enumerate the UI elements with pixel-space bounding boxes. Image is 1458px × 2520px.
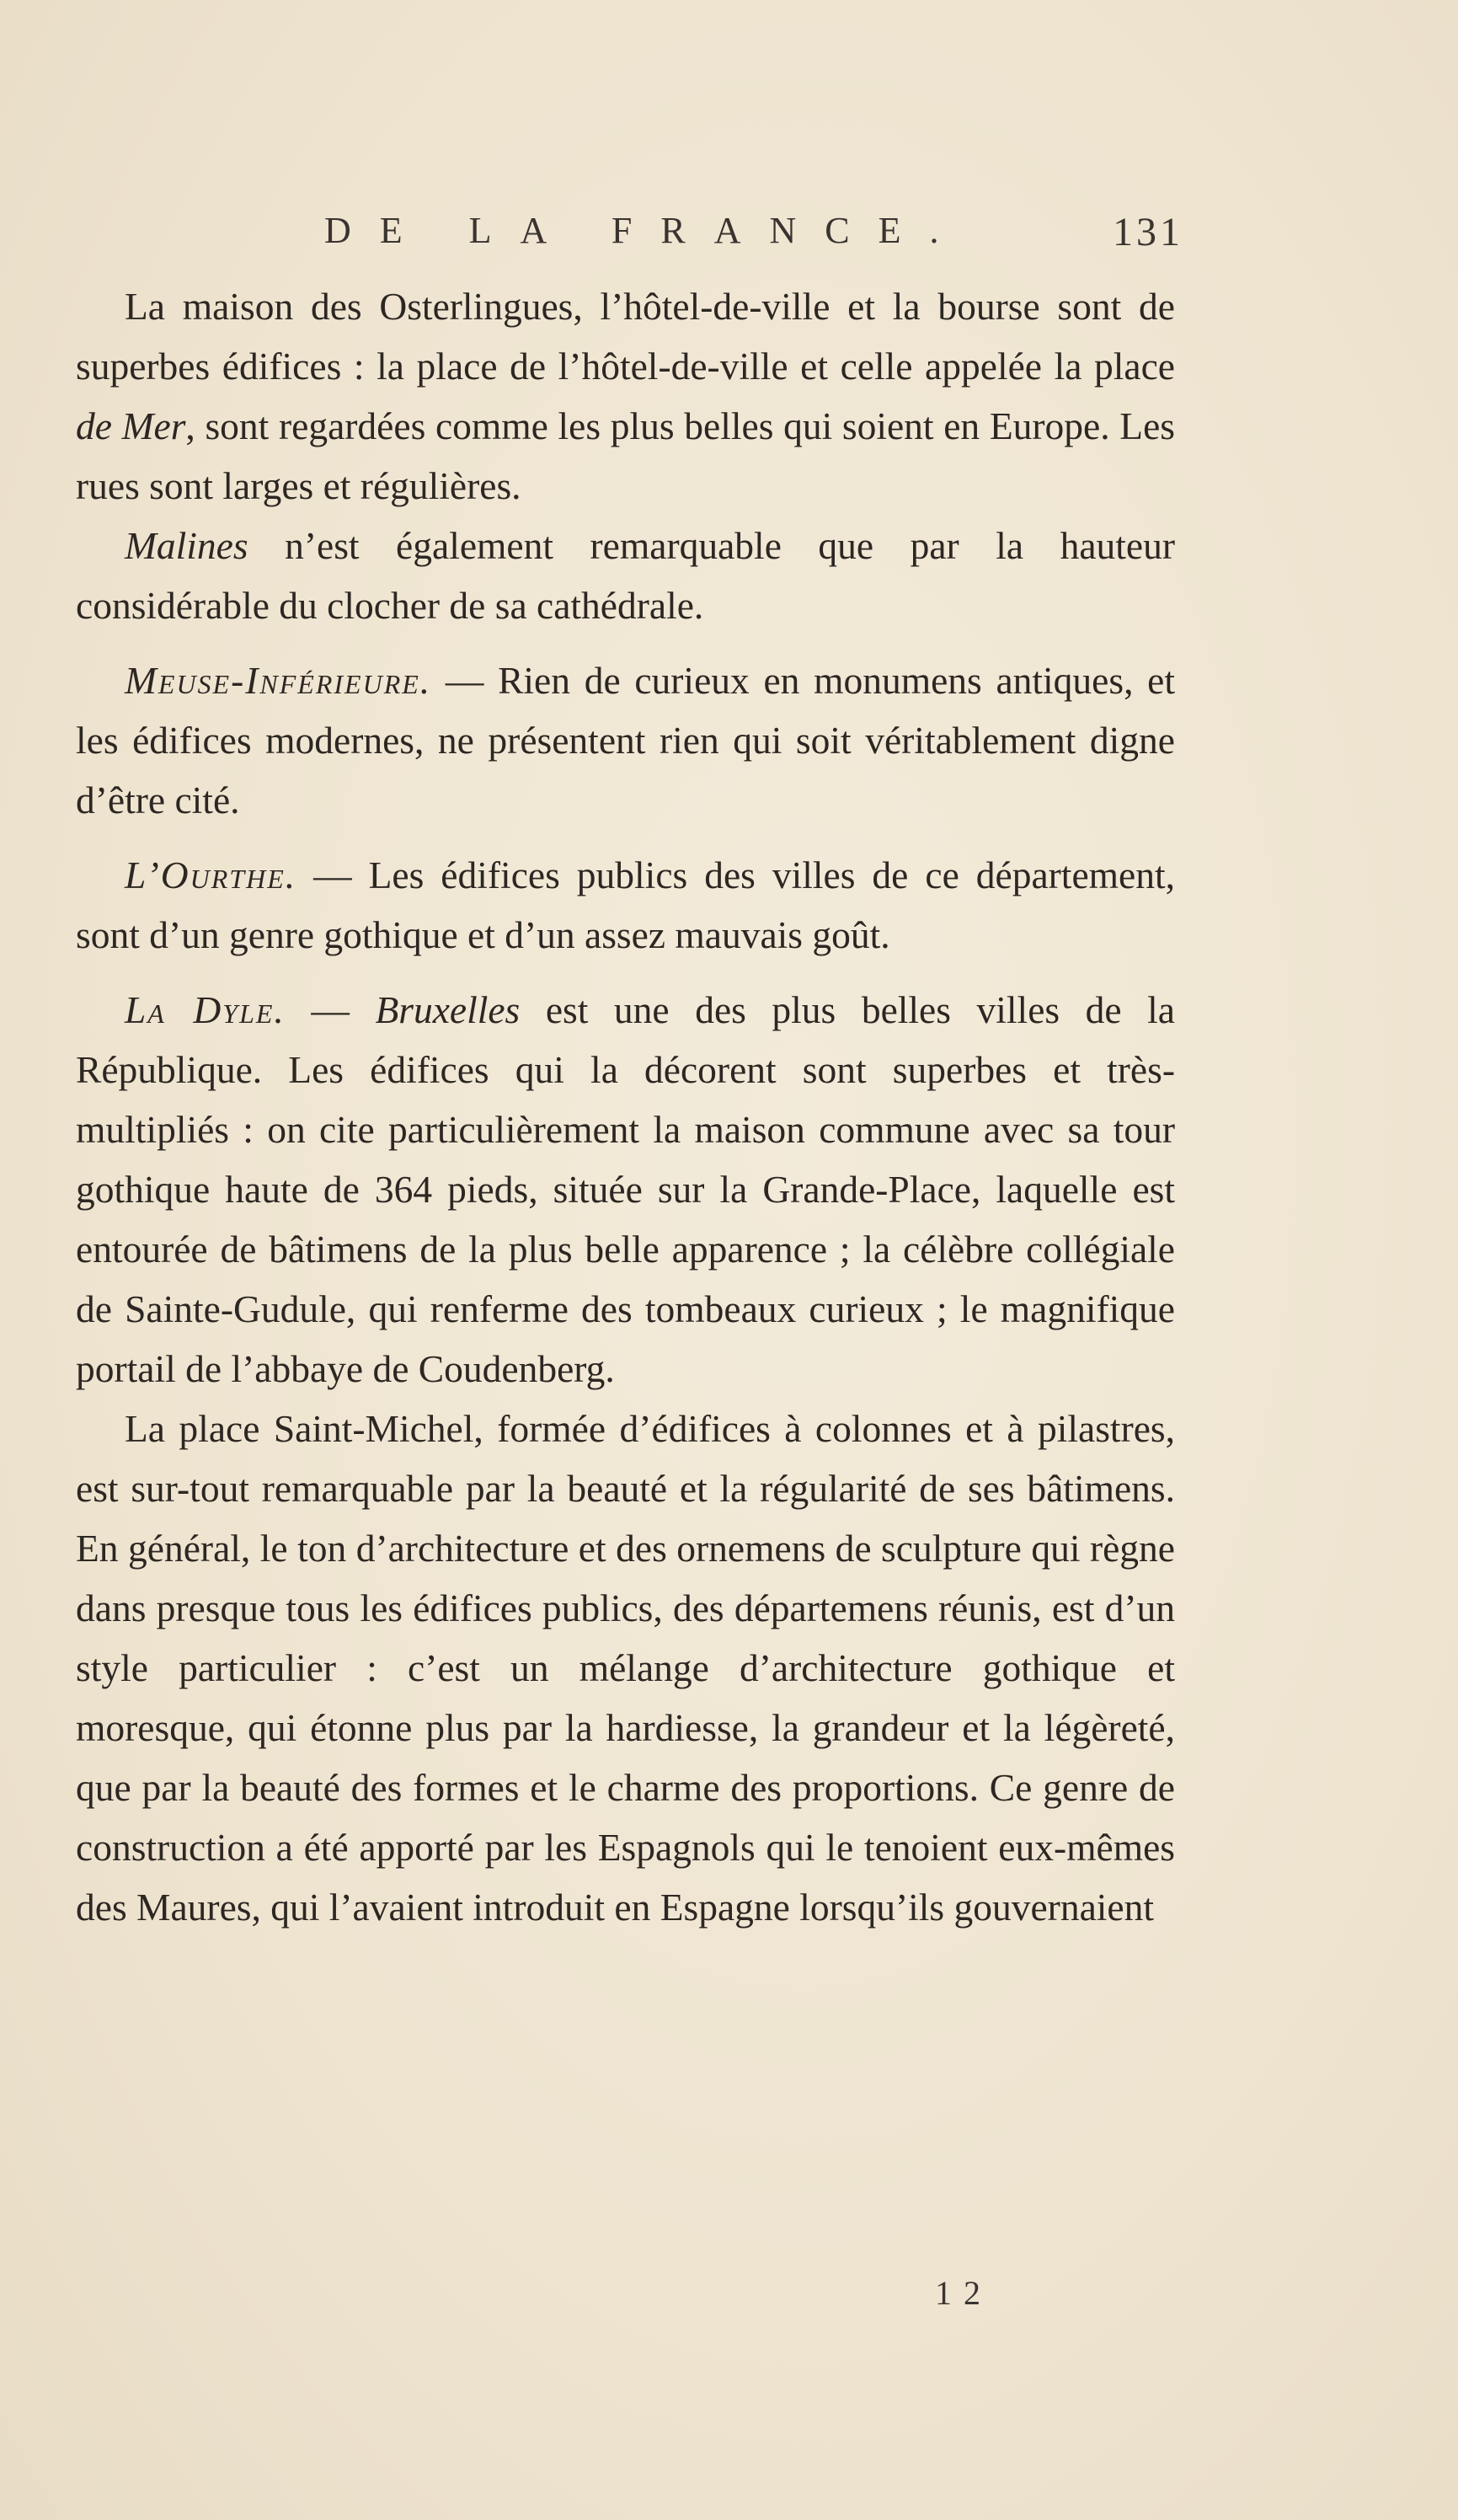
department-heading: La Dyle.	[125, 988, 286, 1031]
department-heading: L’Ourthe.	[125, 853, 297, 896]
running-head: DE LA FRANCE.	[324, 210, 968, 251]
text-span: —	[285, 988, 376, 1031]
page-number: 131	[1113, 210, 1183, 254]
text-span: — Les édifices publics des villes de ce département, sont d’un genre gothique et d’un assez mauvais goût.	[76, 853, 1175, 956]
paragraph-place-saint-michel	[76, 1399, 1175, 1937]
text-span: — Rien de curieux en monumens antiques, et les édifices modernes, ne présentent rien qui soit véritablement digne d’être cité.	[76, 659, 1175, 821]
paragraph-meuse-inferieure	[76, 650, 1175, 830]
italic-span: Bruxelles	[375, 988, 521, 1031]
paragraph-ourthe	[76, 845, 1175, 965]
paragraph-dyle	[76, 980, 1175, 1399]
text-span: La place Saint-Michel, formée d’édifices à colonnes et à pilastres, est sur-tout remarquable par la beauté et la régularité de ses bâtimens. En général, le ton d’architecture et des ornemens de sculpture qui règne dans presque tous les édifices publics, des départemens réunis, est d’un style particulier : c’est un mélange d’architecture gothique et moresque, qui étonne plus par la hardiesse, la grandeur et la légèreté, que par la beauté des formes et le charme des proportions. Ce genre de construction a été apporté par les Espagnols qui le tenoient eux-mêmes des Maures, qui l’avaient introduit en Espagne lorsqu’ils gouvernaient	[76, 1407, 1175, 1929]
text-span: est une des plus belles villes de la République. Les édifices qui la décorent sont superbes et très-multipliés : on cite particulièrement la maison commune avec sa tour gothique haute de 364 pieds, située sur la Grande-Place, laquelle est entourée de bâtimens de la plus belle apparence ; la célèbre collégiale de Sainte-Gudule, qui renferme des tombeaux curieux ; le magnifique portail de l’abbaye de Coudenberg.	[76, 988, 1176, 1390]
paragraph-malines	[76, 516, 1175, 635]
paragraph-bourse	[76, 276, 1175, 516]
text-span: , sont regardées comme les plus belles qui soient en Europe. Les rues sont larges et régulières.	[76, 404, 1175, 507]
italic-span: Malines	[125, 524, 248, 567]
page-header	[324, 209, 1183, 268]
body-text	[76, 276, 1175, 1937]
signature-mark: 12	[935, 2274, 992, 2312]
text-span: La maison des Osterlingues, l’hôtel-de-ville et la bourse sont de superbes édifices : la place de l’hôtel-de-ville et celle appelée la place	[76, 285, 1175, 388]
text-span: n’est également remarquable que par la hauteur considérable du clocher de sa cathédrale.	[76, 524, 1175, 627]
italic-span: de Mer	[76, 404, 186, 447]
department-heading: Meuse-Inférieure.	[125, 659, 432, 702]
